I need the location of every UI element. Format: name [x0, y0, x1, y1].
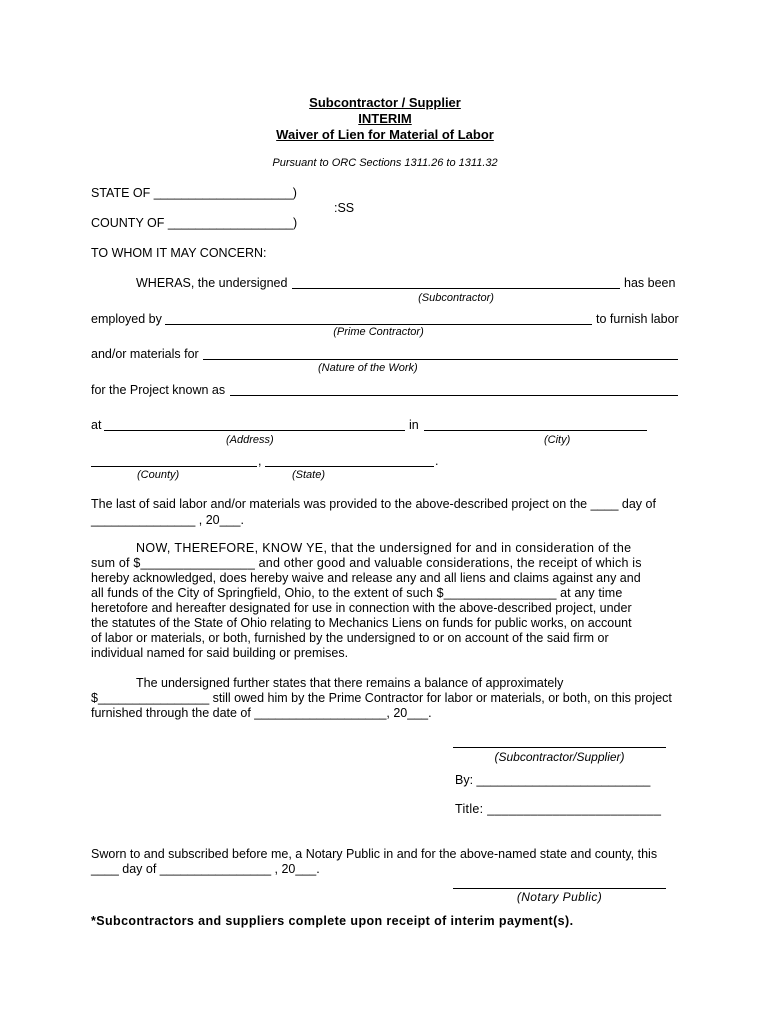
- title-line-1: Subcontractor / Supplier: [309, 95, 461, 110]
- address-field[interactable]: [104, 430, 405, 431]
- now-therefore-line-3: hereby acknowledged, does hereby waive and release any and all liens and claims against any and: [91, 571, 641, 585]
- project-field[interactable]: [230, 395, 678, 396]
- title-field[interactable]: Title: ________________________: [455, 802, 662, 816]
- balance-line-1: The undersigned further states that there remains a balance of approximately: [136, 676, 564, 690]
- by-field[interactable]: By: _________________________: [455, 773, 651, 787]
- state-of-field[interactable]: STATE OF ____________________): [91, 186, 297, 200]
- furnish-labor-label: to furnish labor: [596, 312, 679, 326]
- subcontractor-field[interactable]: [292, 288, 620, 289]
- address-caption: (Address): [226, 434, 274, 446]
- now-therefore-line-5: heretofore and hereafter designated for use in connection with the above-described project, under: [91, 601, 632, 615]
- county-of-field[interactable]: COUNTY OF __________________): [91, 216, 298, 230]
- now-therefore-line-7: of labor or materials, or both, furnished by the undersigned to or on account of the said firm or: [91, 631, 609, 645]
- has-been-label: has been: [624, 276, 676, 290]
- now-therefore-line-8: individual named for said building or premises.: [91, 646, 349, 660]
- subcontractor-signature-line[interactable]: [453, 747, 666, 748]
- title-line-2: INTERIM: [358, 111, 412, 126]
- city-field[interactable]: [424, 430, 647, 431]
- notary-signature-line[interactable]: [453, 888, 666, 889]
- nature-of-work-caption: (Nature of the Work): [318, 362, 418, 374]
- ss-label: :SS: [334, 201, 355, 215]
- state-caption: (State): [292, 469, 326, 481]
- comma-separator: ,: [258, 454, 262, 468]
- county-field[interactable]: [91, 466, 257, 467]
- materials-for-label: and/or materials for: [91, 347, 199, 361]
- project-label: for the Project known as: [91, 383, 226, 397]
- subcontractor-caption: (Subcontractor): [418, 292, 494, 304]
- subcontractor-supplier-caption: (Subcontractor/Supplier): [494, 750, 625, 764]
- nature-of-work-field[interactable]: [203, 359, 678, 360]
- last-labor-line-2[interactable]: _______________ , 20___.: [91, 513, 244, 527]
- subtitle: Pursuant to ORC Sections 1311.26 to 1311.32: [272, 157, 498, 169]
- title-line-3: Waiver of Lien for Material of Labor: [276, 127, 494, 142]
- sworn-line-1: Sworn to and subscribed before me, a Notary Public in and for the above-named state and county, this: [91, 847, 658, 861]
- sworn-line-2[interactable]: ____ day of ________________ , 20___.: [91, 862, 320, 876]
- notary-caption: (Notary Public): [516, 890, 603, 904]
- balance-line-3: furnished through the date of ___________________, 20___.: [91, 706, 432, 720]
- balance-line-2: $________________ still owed him by the Prime Contractor for labor or materials, or both, on this project: [91, 691, 672, 705]
- at-label: at: [91, 418, 102, 432]
- now-therefore-line-1: NOW, THEREFORE, KNOW YE, that the undersigned for and in consideration of the: [136, 541, 632, 555]
- salutation: TO WHOM IT MAY CONCERN:: [91, 246, 267, 260]
- now-therefore-line-4: all funds of the City of Springfield, Ohio, to the extent of such $________________ at any time: [91, 586, 623, 600]
- employed-by-label: employed by: [91, 312, 162, 326]
- state-field[interactable]: [265, 466, 434, 467]
- whereas-label: WHERAS, the undersigned: [136, 276, 288, 290]
- now-therefore-line-2: sum of $________________ and other good and valuable considerations, the receipt of which is: [91, 556, 642, 570]
- city-caption: (City): [544, 434, 571, 446]
- period-separator: .: [435, 454, 439, 468]
- prime-contractor-caption: (Prime Contractor): [333, 326, 424, 338]
- in-label: in: [409, 418, 419, 432]
- footer-note: *Subcontractors and suppliers complete upon receipt of interim payment(s).: [91, 914, 574, 928]
- last-labor-line-1: The last of said labor and/or materials was provided to the above-described project on the ____ day of: [91, 497, 656, 511]
- county-caption: (County): [137, 469, 180, 481]
- now-therefore-line-6: the statutes of the State of Ohio relating to Mechanics Liens on funds for public works, on account: [91, 616, 632, 630]
